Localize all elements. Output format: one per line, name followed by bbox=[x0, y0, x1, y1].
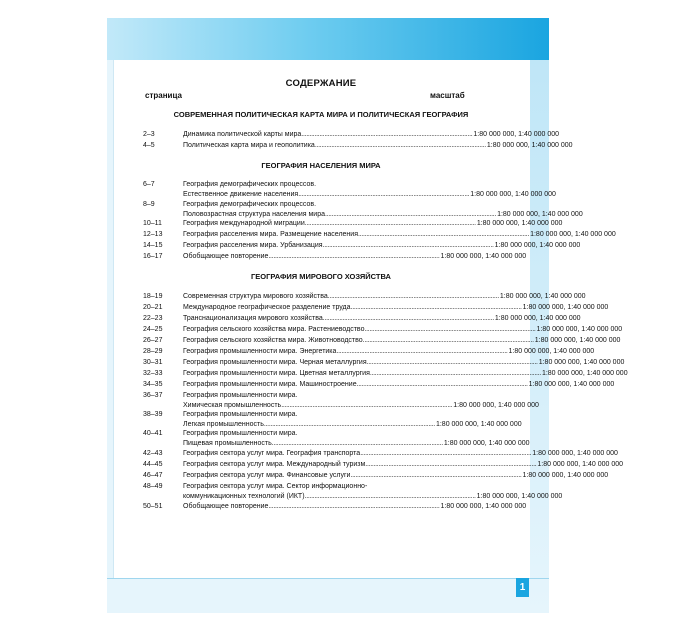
entry-title: Политическая карта мира и геополитика bbox=[183, 142, 315, 149]
entry-pages: 4–5 bbox=[143, 142, 155, 149]
entry-title: Пищевая промышленность bbox=[183, 439, 272, 447]
entry-scale: 1:80 000 000, 1:40 000 000 bbox=[497, 210, 583, 218]
leader-dots: ........................................................................................................ bbox=[301, 131, 473, 138]
leader-dots: ........................................................................................................ bbox=[360, 450, 532, 457]
entry-title: География сектора услуг мира. География транспорта bbox=[183, 450, 361, 457]
entry-title-line1: География промышленности мира. bbox=[183, 430, 298, 437]
leader-dots: ........................................................................................................ bbox=[327, 293, 499, 300]
entry-scale: 1:80 000 000, 1:40 000 000 bbox=[470, 190, 556, 198]
entry-scale: 1:80 000 000, 1:40 000 000 bbox=[440, 503, 527, 510]
entry-scale: 1:80 000 000, 1:40 000 000 bbox=[499, 293, 586, 300]
entry-scale: 1:80 000 000, 1:40 000 000 bbox=[536, 326, 623, 333]
leader-dots: ........................................................................................................ bbox=[369, 370, 541, 377]
entry-title: Международное географическое разделение труда bbox=[183, 304, 351, 311]
entry-title: Современная структура мирового хозяйства bbox=[183, 293, 328, 300]
toc-entry[interactable] bbox=[143, 391, 539, 410]
leader-dots: ........................................................................................................ bbox=[366, 359, 538, 366]
entry-scale: 1:80 000 000, 1:40 000 000 bbox=[476, 492, 563, 500]
entry-title: География промышленности мира. Цветная металлургия bbox=[183, 370, 370, 377]
leader-dots: ........................................................................................................ bbox=[268, 253, 440, 260]
leader-dots: ........................................................................................................ bbox=[362, 337, 534, 344]
entry-title-line1: География демографических процессов. bbox=[183, 201, 317, 208]
entry-title: География сектора услуг мира. Финансовые услуги bbox=[183, 472, 351, 479]
entry-pages: 24–25 bbox=[143, 326, 163, 333]
entry-pages: 34–35 bbox=[143, 381, 163, 388]
toc-entry[interactable] bbox=[143, 429, 530, 448]
entry-pages: 46–47 bbox=[143, 472, 163, 479]
column-header-scale: масштаб bbox=[430, 91, 465, 100]
entry-scale: 1:80 000 000, 1:40 000 000 bbox=[453, 401, 539, 409]
entry-title-line1: География промышленности мира. bbox=[183, 411, 298, 418]
leader-dots: ........................................................................................................ bbox=[364, 326, 536, 333]
leader-dots: ........................................................................................................ bbox=[271, 439, 443, 447]
toc-entry[interactable] bbox=[143, 347, 595, 357]
entry-pages: 16–17 bbox=[143, 253, 163, 260]
entry-pages: 10–11 bbox=[143, 220, 162, 227]
entry-pages: 6–7 bbox=[143, 181, 155, 188]
entry-pages: 12–13 bbox=[143, 231, 163, 238]
toc-entry[interactable] bbox=[143, 471, 609, 481]
entry-title: География международной миграции bbox=[183, 220, 305, 227]
toc-entry[interactable] bbox=[143, 230, 616, 240]
leader-dots: ........................................................................................................ bbox=[356, 381, 528, 388]
section-title: ГЕОГРАФИЯ НАСЕЛЕНИЯ МИРА bbox=[261, 161, 381, 170]
leader-dots: ........................................................................................................ bbox=[304, 492, 476, 500]
toc-entry[interactable] bbox=[143, 482, 563, 501]
entry-scale: 1:80 000 000, 1:40 000 000 bbox=[494, 315, 581, 322]
entry-title: География промышленности мира. Черная металлургия bbox=[183, 359, 367, 366]
page-number: 1 bbox=[516, 578, 529, 597]
entry-scale: 1:80 000 000, 1:40 000 000 bbox=[494, 242, 581, 249]
entry-pages: 36–37 bbox=[143, 392, 163, 399]
entry-pages: 32–33 bbox=[143, 370, 163, 377]
footer-rule bbox=[107, 578, 549, 579]
leader-dots: ........................................................................................................ bbox=[304, 220, 476, 227]
leader-dots: ........................................................................................................ bbox=[322, 315, 494, 322]
entry-scale: 1:80 000 000, 1:40 000 000 bbox=[522, 472, 609, 479]
entry-scale: 1:80 000 000, 1:40 000 000 bbox=[528, 381, 615, 388]
entry-pages: 22–23 bbox=[143, 315, 163, 322]
entry-scale: 1:80 000 000, 1:40 000 000 bbox=[534, 337, 621, 344]
toc-entry[interactable] bbox=[143, 141, 573, 151]
entry-pages: 40–41 bbox=[143, 430, 163, 437]
toc-entry[interactable] bbox=[143, 502, 527, 512]
entry-title-line1: География сектора услуг мира. Сектор информационно- bbox=[183, 483, 368, 490]
entry-pages: 26–27 bbox=[143, 337, 163, 344]
entry-scale: 1:80 000 000, 1:40 000 000 bbox=[476, 220, 563, 227]
leader-dots: ........................................................................................................ bbox=[336, 348, 508, 355]
entry-pages: 14–15 bbox=[143, 242, 163, 249]
entry-title: Половозрастная структура населения мира bbox=[183, 210, 325, 218]
entry-title-line1: География промышленности мира. bbox=[183, 392, 298, 399]
entry-scale: 1:80 000 000, 1:40 000 000 bbox=[532, 450, 618, 457]
entry-scale: 1:80 000 000, 1:40 000 000 bbox=[435, 420, 522, 428]
leader-dots: ........................................................................................................ bbox=[263, 420, 435, 428]
toc-entry[interactable] bbox=[143, 336, 621, 346]
toc-entry[interactable] bbox=[143, 325, 623, 335]
entry-title: География промышленности мира. Энергетика bbox=[183, 348, 337, 355]
entry-title: География сельского хозяйства мира. Растениеводство bbox=[183, 326, 365, 333]
entry-title: География сектора услуг мира. Международный туризм bbox=[183, 461, 366, 468]
section-title: СОВРЕМЕННАЯ ПОЛИТИЧЕСКАЯ КАРТА МИРА И ПОЛИТИЧЕСКАЯ ГЕОГРАФИЯ bbox=[173, 110, 469, 119]
entry-title: Обобщающее повторение bbox=[183, 253, 269, 260]
leader-dots: ........................................................................................................ bbox=[268, 503, 440, 510]
leader-dots: ........................................................................................................ bbox=[358, 231, 530, 238]
entry-scale: 1:80 000 000, 1:40 000 000 bbox=[486, 142, 573, 149]
toc-entry[interactable] bbox=[143, 252, 527, 262]
entry-pages: 50–51 bbox=[143, 503, 163, 510]
entry-scale: 1:80 000 000, 1:40 000 000 bbox=[541, 370, 628, 377]
toc-entry[interactable] bbox=[143, 380, 615, 390]
entry-pages: 28–29 bbox=[143, 348, 163, 355]
entry-scale: 1:80 000 000, 1:40 000 000 bbox=[522, 304, 609, 311]
toc-entry[interactable] bbox=[143, 180, 556, 199]
entry-title: География промышленности мира. Машиностроение bbox=[183, 381, 357, 388]
toc-entry[interactable] bbox=[143, 358, 625, 368]
leader-dots: ........................................................................................................ bbox=[325, 210, 497, 218]
toc-entry[interactable] bbox=[143, 130, 560, 140]
leader-dots: ........................................................................................................ bbox=[322, 242, 494, 249]
entry-pages: 2–3 bbox=[143, 131, 155, 138]
toc-entry[interactable] bbox=[143, 219, 563, 229]
header-color-band bbox=[107, 18, 549, 60]
entry-pages: 30–31 bbox=[143, 359, 163, 366]
entry-title: Транснационализация мирового хозяйства bbox=[183, 315, 323, 322]
toc-entry[interactable] bbox=[143, 410, 522, 429]
entry-scale: 1:80 000 000, 1:40 000 000 bbox=[473, 131, 560, 138]
entry-pages: 38–39 bbox=[143, 411, 163, 418]
entry-title: Динамика политической карты мира bbox=[183, 131, 302, 138]
entry-pages: 18–19 bbox=[143, 293, 163, 300]
toc-entry[interactable] bbox=[143, 200, 583, 219]
entry-title: География расселения мира. Урбанизация bbox=[183, 242, 323, 249]
entry-title: коммуникационных технологий (ИКТ) bbox=[183, 492, 305, 500]
entry-pages: 42–43 bbox=[143, 450, 163, 457]
entry-title: География расселения мира. Размещение населения bbox=[183, 231, 359, 238]
entry-pages: 44–45 bbox=[143, 461, 163, 468]
toc-title: СОДЕРЖАНИЕ bbox=[285, 78, 357, 89]
entry-title: География сельского хозяйства мира. Животноводство bbox=[183, 337, 363, 344]
toc-entry[interactable] bbox=[143, 449, 618, 459]
toc-entry[interactable] bbox=[143, 369, 628, 379]
entry-title: Легкая промышленность bbox=[183, 420, 264, 428]
entry-scale: 1:80 000 000, 1:40 000 000 bbox=[530, 231, 616, 238]
entry-title: Естественное движение населения bbox=[183, 190, 299, 198]
entry-scale: 1:80 000 000, 1:40 000 000 bbox=[443, 439, 530, 447]
toc-entry[interactable] bbox=[143, 460, 624, 470]
entry-pages: 48–49 bbox=[143, 483, 163, 490]
entry-pages: 20–21 bbox=[143, 304, 163, 311]
toc-entry[interactable] bbox=[143, 292, 586, 302]
leader-dots: ........................................................................................................ bbox=[350, 304, 522, 311]
entry-scale: 1:80 000 000, 1:40 000 000 bbox=[537, 461, 624, 468]
leader-dots: ........................................................................................................ bbox=[350, 472, 522, 479]
entry-scale: 1:80 000 000, 1:40 000 000 bbox=[508, 348, 595, 355]
leader-dots: ........................................................................................................ bbox=[281, 401, 453, 409]
column-header-page: страница bbox=[145, 91, 182, 100]
entry-title: Обобщающее повторение bbox=[183, 503, 269, 510]
toc-entry[interactable] bbox=[143, 241, 581, 251]
entry-pages: 8–9 bbox=[143, 201, 155, 208]
entry-scale: 1:80 000 000, 1:40 000 000 bbox=[440, 253, 527, 260]
section-title: ГЕОГРАФИЯ МИРОВОГО ХОЗЯЙСТВА bbox=[251, 272, 391, 281]
leader-dots: ........................................................................................................ bbox=[298, 190, 470, 198]
entry-scale: 1:80 000 000, 1:40 000 000 bbox=[538, 359, 625, 366]
entry-title: Химическая промышленность bbox=[183, 401, 282, 409]
toc-entry[interactable] bbox=[143, 303, 609, 313]
entry-title-line1: География демографических процессов. bbox=[183, 181, 317, 188]
toc-entry[interactable] bbox=[143, 314, 581, 324]
leader-dots: ........................................................................................................ bbox=[314, 142, 486, 149]
leader-dots: ........................................................................................................ bbox=[365, 461, 537, 468]
